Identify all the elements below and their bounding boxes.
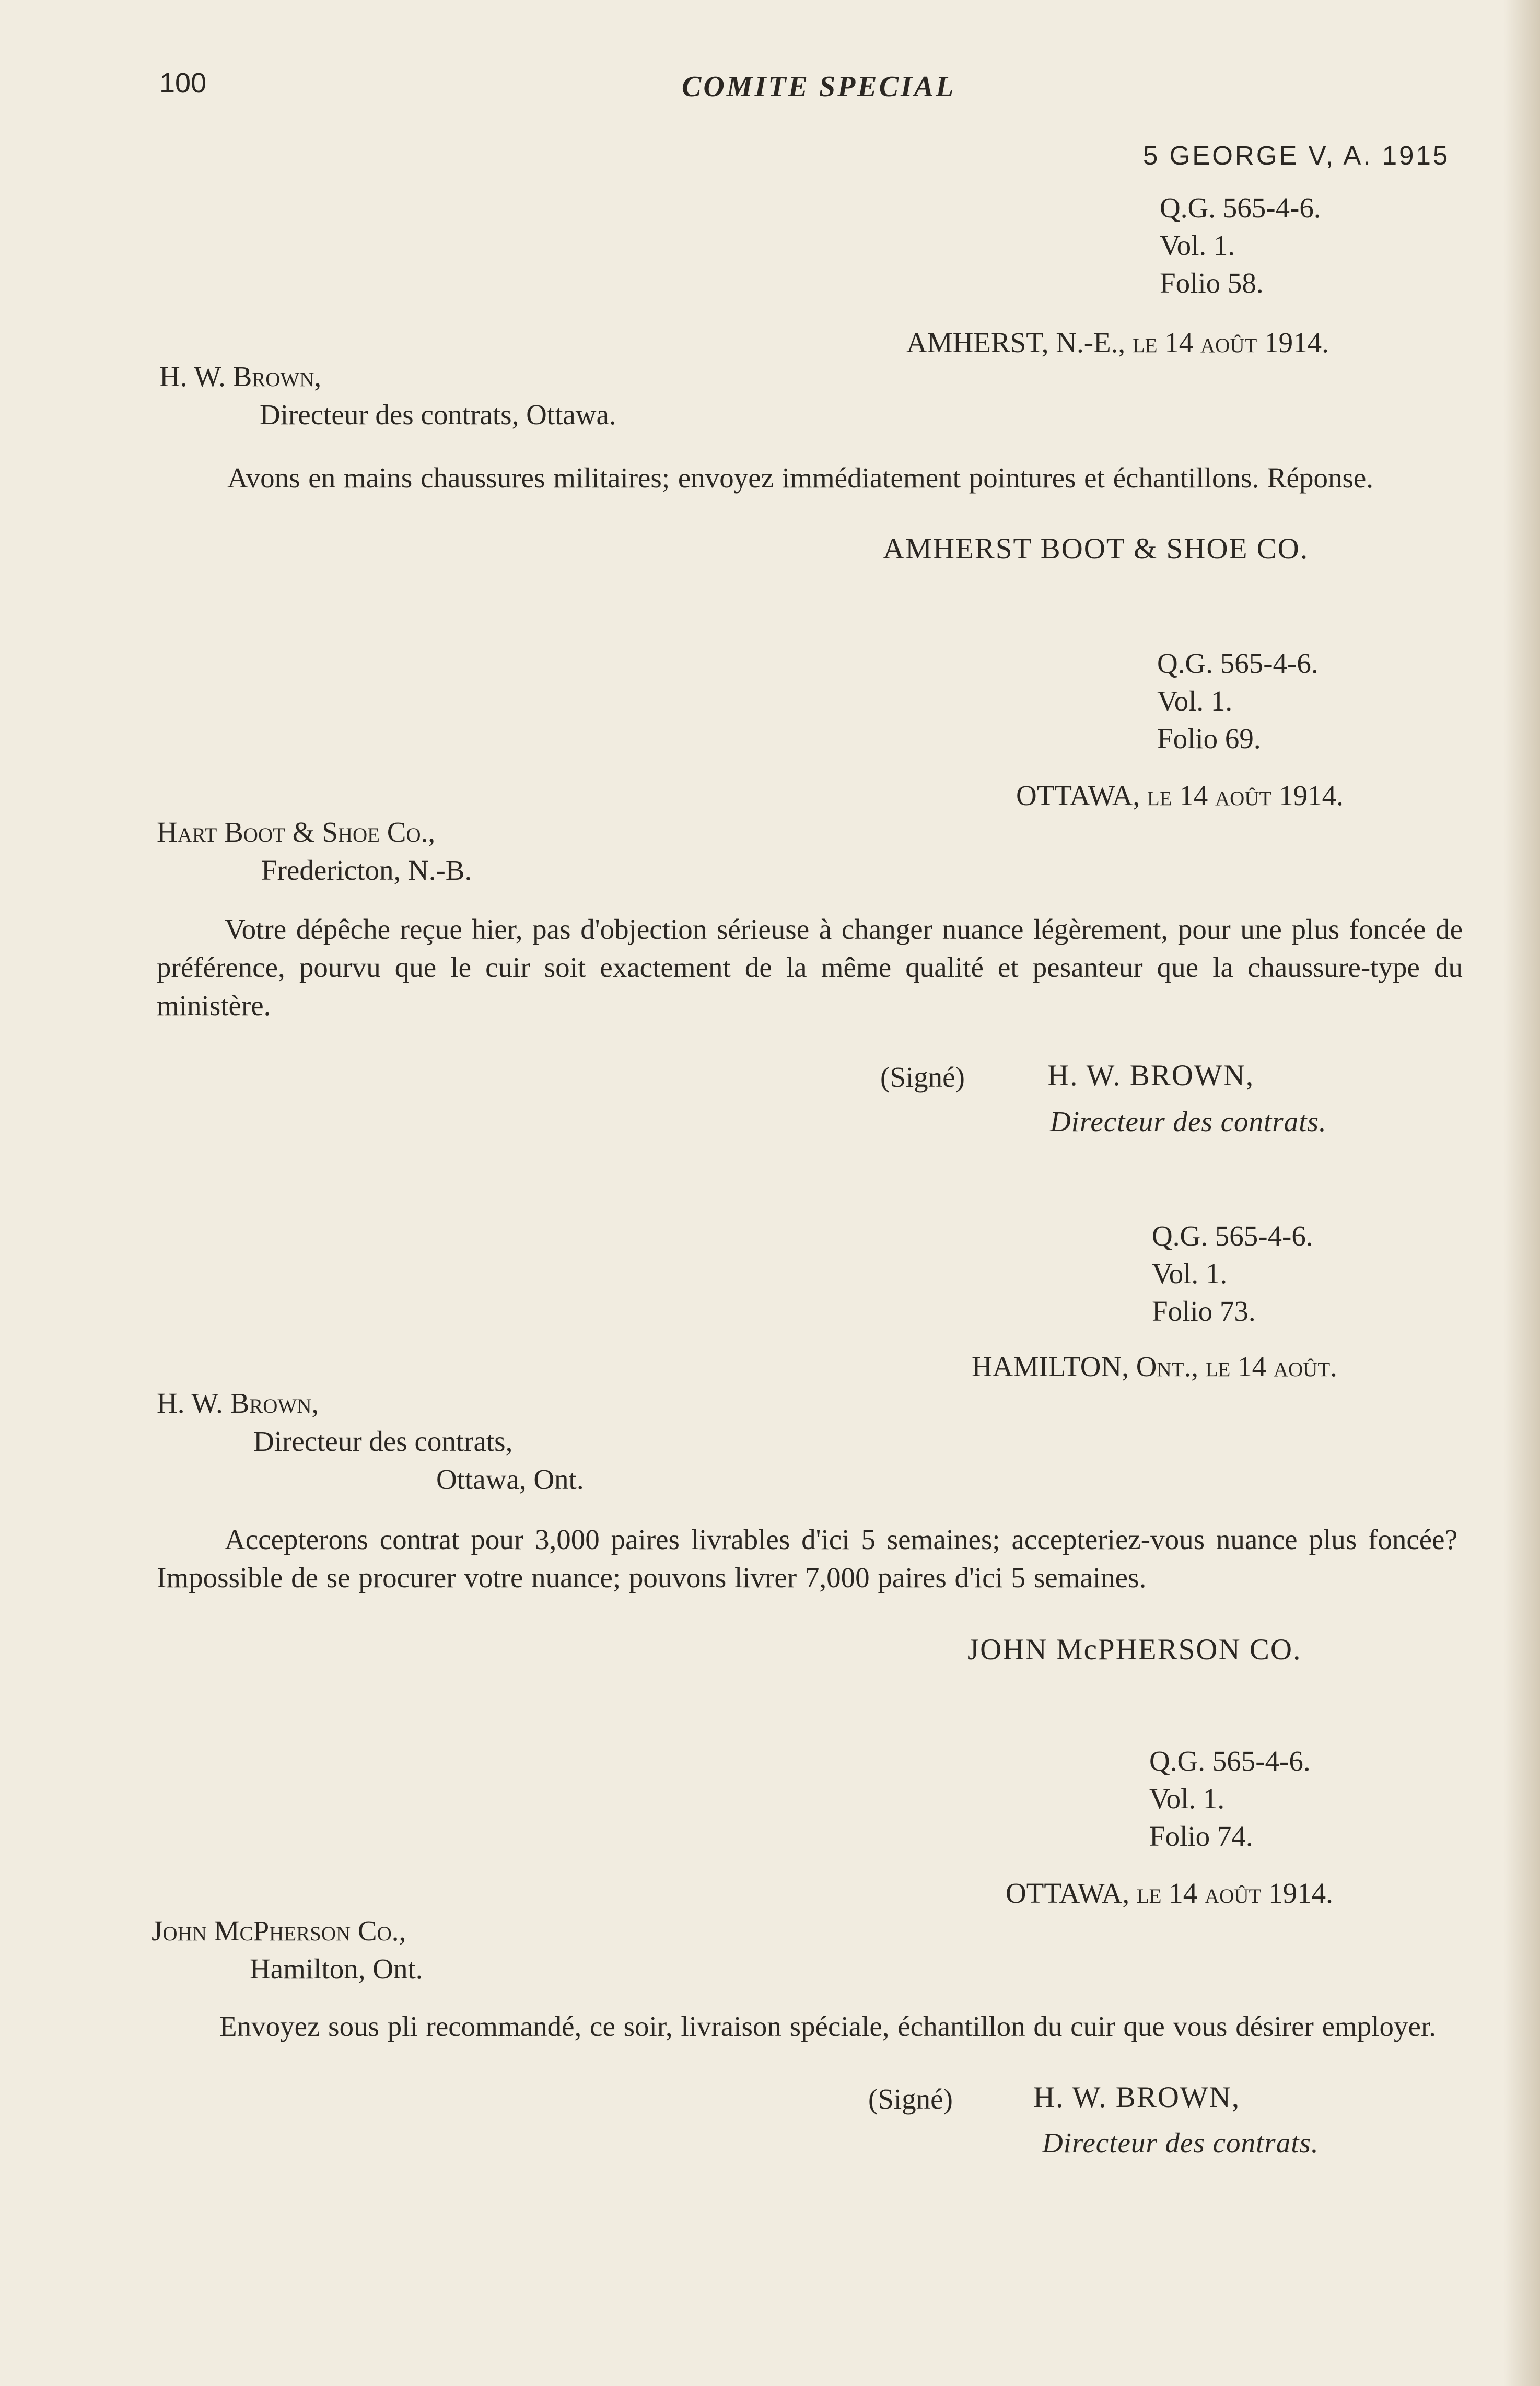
letter-1-dateline: AMHERST, N.-E., le 14 août 1914. (906, 327, 1329, 358)
folio-ref: Folio 74. (1149, 1820, 1253, 1852)
letter-2-dateline: OTTAWA, le 14 août 1914. (1016, 779, 1344, 811)
folio-ref: Folio 58. (1160, 267, 1264, 299)
letter-1-addressee-title: Directeur des contrats, Ottawa. (260, 399, 616, 430)
session-line: 5 GEORGE V, A. 1915 (1143, 141, 1450, 170)
letter-2-signatory: H. W. BROWN, (1047, 1059, 1255, 1092)
letter-2-signed-label: (Signé) (880, 1061, 965, 1093)
letter-3-sender: JOHN McPHERSON CO. (967, 1633, 1302, 1666)
letter-2-addressee-name: Hart Boot & Shoe Co., (157, 816, 436, 848)
page-edge-shadow (1503, 0, 1540, 2386)
letter-3-addressee-title: Directeur des contrats, (253, 1425, 513, 1457)
letter-1-addressee-name (159, 358, 321, 395)
letter-4-signatory-role: Directeur des contrats. (1042, 2127, 1319, 2159)
file-ref: Q.G. 565-4-6. (1157, 647, 1319, 679)
volume-ref: Vol. 1. (1152, 1258, 1228, 1289)
letter-2-reference (1157, 645, 1319, 758)
letter-4-dateline: OTTAWA, le 14 août 1914. (1006, 1877, 1333, 1909)
letter-2-addressee-city: Fredericton, N.-B. (261, 854, 472, 886)
letter-1-body: Avons en mains chaussures militaires; envoyez immédiatement pointures et échantillons. Réponse. (227, 462, 1374, 494)
letter-4-addressee-name: John McPherson Co., (151, 1915, 406, 1947)
file-ref: Q.G. 565-4-6. (1152, 1220, 1313, 1252)
letter-2-signatory-role: Directeur des contrats. (1050, 1105, 1327, 1137)
volume-ref: Vol. 1. (1160, 229, 1235, 261)
volume-ref: Vol. 1. (1149, 1783, 1225, 1814)
letter-1-sender: AMHERST BOOT & SHOE CO. (883, 532, 1309, 565)
letter-3-body: Accepterons contrat pour 3,000 paires livrables d'ici 5 semaines; accepteriez-vous nuance plus foncée? Impossible de se procurer votre nuance; pouvons livrer 7,000 paires d'ici 5 semaines. (157, 1523, 1457, 1593)
letter-3-addressee-city: Ottawa, Ont. (436, 1463, 584, 1495)
letter-3-addressee-name: H. W. Brown, (157, 1387, 319, 1419)
letter-3-reference (1152, 1217, 1313, 1330)
folio-ref: Folio 69. (1157, 723, 1261, 754)
letter-4-signatory: H. W. BROWN, (1033, 2081, 1241, 2114)
letter-4-addressee-city: Hamilton, Ont. (250, 1953, 423, 1985)
letter-2-body: Votre dépêche reçue hier, pas d'objection sérieuse à changer nuance légèrement, pour une plus foncée de préférence, pourvu que le cuir soit exactement de la même qualité et pesanteur que la chaussure-type du ministère. (157, 913, 1463, 1021)
file-ref: Q.G. 565-4-6. (1149, 1745, 1311, 1777)
letter-1-reference (1160, 189, 1321, 302)
page-number: 100 (159, 67, 207, 99)
letter-4-signed-label: (Signé) (868, 2083, 953, 2115)
letter-3-dateline: HAMILTON, Ont., le 14 août. (972, 1351, 1337, 1382)
running-title: COMITE SPECIAL (682, 71, 956, 103)
file-ref: Q.G. 565-4-6. (1160, 192, 1321, 224)
letter-4-body: Envoyez sous pli recommandé, ce soir, livraison spéciale, échantillon du cuir que vous désirer employer. (219, 2010, 1437, 2042)
volume-ref: Vol. 1. (1157, 685, 1233, 717)
letter-4-reference (1149, 1742, 1311, 1855)
folio-ref: Folio 73. (1152, 1295, 1256, 1327)
addressee-name: H. W. Brown, (159, 360, 322, 392)
